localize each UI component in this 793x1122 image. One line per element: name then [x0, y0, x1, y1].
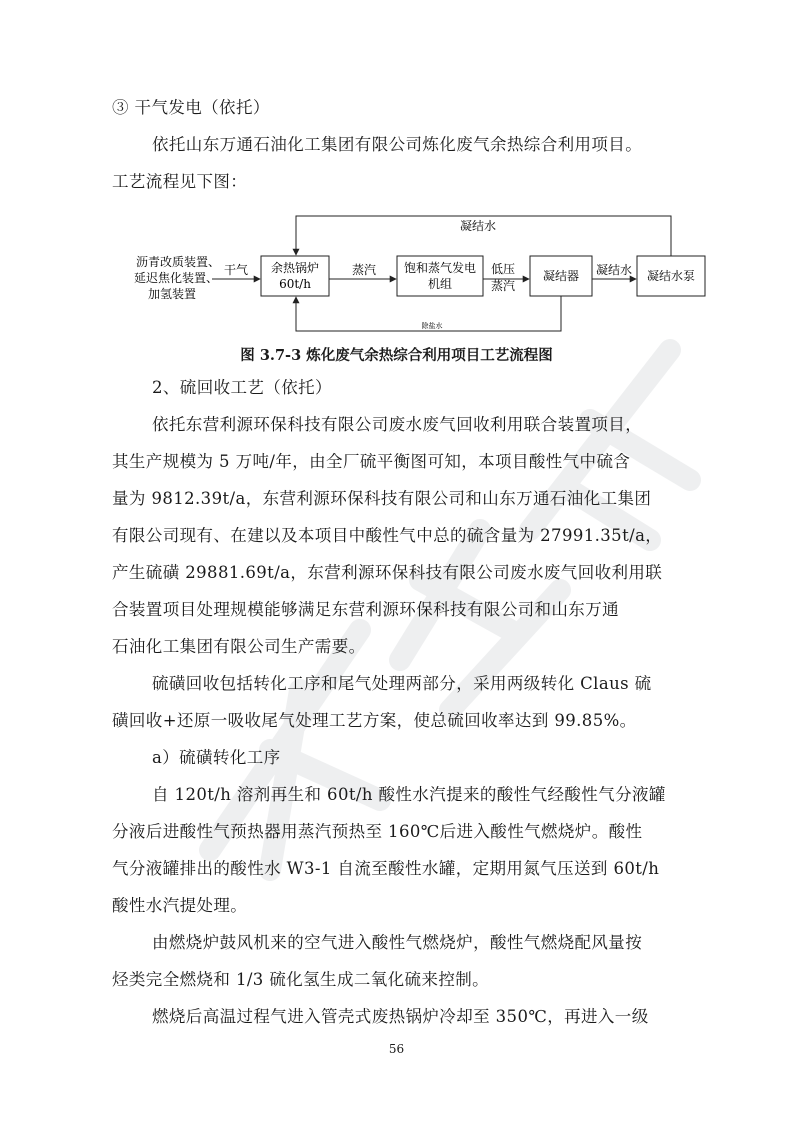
paragraph-line: 依托东营利源环保科技有限公司废水废气回收利用联合装置项目，: [152, 415, 643, 434]
page-number: 56: [388, 1042, 405, 1056]
paragraph-line: 烃类完全燃烧和 1/3 硫化氢生成二氧化硫来控制。: [112, 970, 490, 989]
steam-label: 蒸汽: [351, 263, 377, 277]
paragraph-line: 其生产规模为 5 万吨/年，由全厂硫平衡图可知，本项目酸性气中硫含: [112, 452, 631, 471]
paragraph-line: 燃烧后高温过程气进入管壳式废热锅炉冷却至 350℃，再进入一级: [152, 1007, 649, 1026]
paragraph-line: 气分液罐排出的酸性水 W3-1 自流至酸性水罐，定期用氮气压送到 60t/h: [112, 859, 660, 878]
paragraph-line: 有限公司现有、在建以及本项目中酸性气中总的硫含量为 27991.35t/a，: [112, 526, 663, 545]
paragraph-line: 自 120t/h 溶剂再生和 60t/h 酸性水汽提来的酸性气经酸性气分液罐: [152, 785, 666, 804]
section-heading-conversion: a）硫磺转化工序: [152, 748, 281, 767]
paragraph-line: 酸性水汽提处理。: [112, 896, 248, 915]
paragraph-line: 工艺流程见下图：: [112, 172, 248, 191]
paragraph-line: 由燃烧炉鼓风机来的空气进入酸性气燃烧炉，酸性气燃烧配风量按: [152, 933, 643, 952]
paragraph-line: 量为 9812.39t/a，东营利源环保科技有限公司和山东万通石油化工集团: [112, 489, 652, 508]
paragraph-line: 硫磺回收包括转化工序和尾气处理两部分，采用两级转化 Claus 硫: [152, 674, 652, 693]
input-source-line: 沥青改质装置、: [135, 255, 221, 269]
paragraph-line: 依托山东万通石油化工集团有限公司炼化废气余热综合利用项目。: [152, 135, 643, 154]
top-loop-label: 凝结水: [459, 219, 497, 233]
dry-gas-label: 干气: [223, 263, 249, 277]
boiler-label: 余热锅炉: [270, 261, 320, 275]
boiler-capacity: 60t/h: [279, 277, 311, 291]
paragraph-line: 石油化工集团有限公司生产需要。: [112, 637, 366, 656]
generator-label: 机组: [427, 277, 453, 291]
low-pressure-label: 低压: [490, 262, 516, 276]
figure-caption: 图 3.7-3 炼化废气余热综合利用项目工艺流程图: [240, 347, 553, 364]
section-heading-sulfur: 2、硫回收工艺（依托）: [152, 378, 332, 397]
bottom-loop-label: 除盐水: [421, 322, 443, 330]
generator-label: 饱和蒸气发电: [403, 261, 477, 275]
process-flow-diagram: [0, 205, 793, 340]
pump-label: 凝结水泵: [646, 269, 696, 283]
paragraph-line: 合装置项目处理规模能够满足东营利源环保科技有限公司和山东万通: [112, 600, 619, 619]
condenser-label: 凝结器: [542, 269, 580, 283]
paragraph-line: 磺回收+还原一吸收尾气处理工艺方案，使总硫回收率达到 99.85%。: [112, 711, 637, 730]
condensate-label: 凝结水: [595, 263, 633, 277]
low-pressure-label: 蒸汽: [490, 279, 516, 293]
input-source-line: 加氢装置: [147, 287, 197, 301]
input-source-line: 延迟焦化装置、: [133, 271, 219, 285]
section-heading-dry-gas: ③ 干气发电（依托）: [112, 98, 270, 117]
paragraph-line: 分液后进酸性气预热器用蒸汽预热至 160℃后进入酸性气燃烧炉。酸性: [112, 822, 643, 841]
paragraph-line: 产生硫磺 29881.69t/a，东营利源环保科技有限公司废水废气回收利用联: [112, 563, 663, 582]
